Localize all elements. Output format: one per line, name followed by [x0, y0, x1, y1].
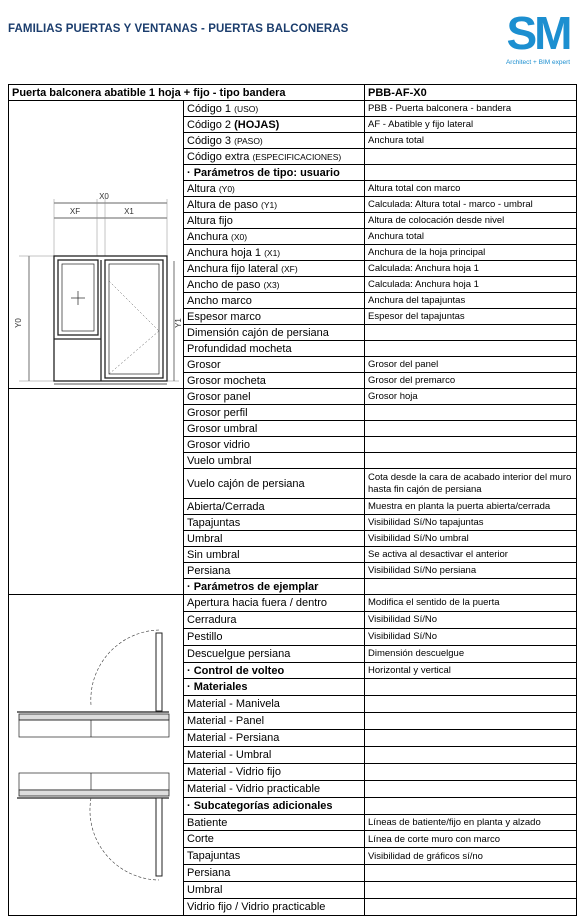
logo-subtitle: Architect + BIM expert	[505, 59, 571, 66]
row-label-code: (X0)	[231, 231, 248, 242]
row-value: AF - Abatible y fijo lateral	[365, 117, 577, 133]
row-value	[365, 696, 577, 713]
row-label-text: Dimensión cajón de persiana	[187, 326, 329, 339]
row-label-text: Abierta/Cerrada	[187, 500, 265, 513]
row-label-text: Altura de paso	[187, 198, 258, 211]
row-value	[365, 865, 577, 882]
row-label-text: Tapajuntas	[187, 850, 241, 863]
row-label-text: Corte	[187, 833, 214, 846]
row-value: Anchura del tapajuntas	[365, 293, 577, 309]
row-label	[184, 469, 365, 499]
row-value: Se activa al desactivar el anterior	[365, 547, 577, 563]
row-label-text: Código extra	[187, 150, 250, 163]
row-label-text: Vidrio fijo / Vidrio practicable	[187, 901, 326, 914]
row-value	[365, 165, 577, 181]
row-label-text: Grosor panel	[187, 390, 251, 403]
row-label	[184, 780, 365, 797]
sm-logo	[498, 8, 578, 66]
table-header-row	[9, 85, 577, 101]
row-label	[184, 277, 365, 293]
row-value: PBB - Puerta balconera - bandera	[365, 101, 577, 117]
spec-table	[8, 84, 577, 916]
row-label-code: (PASO)	[234, 135, 263, 146]
row-label	[184, 882, 365, 899]
row-label-code: (X1)	[264, 247, 281, 258]
row-label-text: Profundidad mocheta	[187, 342, 292, 355]
row-label-code: (ESPECIFICACIONES)	[252, 151, 342, 162]
row-label	[184, 595, 365, 612]
row-label-text: Altura fijo	[187, 214, 233, 227]
row-label-text: Umbral	[187, 884, 223, 897]
row-label	[184, 531, 365, 547]
row-label-text: Ancho de paso	[187, 278, 261, 291]
row-label	[184, 293, 365, 309]
row-label	[184, 421, 365, 437]
row-label	[184, 563, 365, 579]
section-title: · Parámetros de ejemplar	[184, 579, 365, 595]
row-label	[184, 713, 365, 730]
row-value	[365, 149, 577, 165]
logo-text: SM	[506, 7, 570, 59]
row-value	[365, 899, 577, 916]
row-label	[184, 628, 365, 645]
row-value: Grosor del premarco	[365, 373, 577, 389]
row-label	[184, 133, 365, 149]
page-title: FAMILIAS PUERTAS Y VENTANAS - PUERTAS BALCONERAS	[8, 23, 349, 35]
row-label-text: Cerradura	[187, 613, 237, 626]
row-label	[184, 814, 365, 831]
row-value: Grosor hoja	[365, 389, 577, 405]
row-value	[365, 405, 577, 421]
row-label-code: (Y1)	[261, 199, 278, 210]
table-row	[9, 101, 577, 117]
row-value: Visibilidad Sí/No persiana	[365, 563, 577, 579]
row-label	[184, 848, 365, 865]
row-label-text: Apertura hacia fuera / dentro	[187, 596, 328, 609]
row-label	[184, 499, 365, 515]
row-value: Visibilidad Sí/No umbral	[365, 531, 577, 547]
row-label-text: Código 2	[187, 118, 232, 131]
row-label-text: Anchura fijo lateral	[187, 262, 279, 275]
row-value: Muestra en planta la puerta abierta/cerrada	[365, 499, 577, 515]
row-value: Cota desde la cara de acabado interior del muro hasta fin cajón de persiana	[365, 469, 577, 499]
row-label	[184, 341, 365, 357]
row-value: Líneas de batiente/fijo en planta y alzado	[365, 814, 577, 831]
section-title: · Materiales	[184, 679, 365, 696]
section-title: · Subcategorías adicionales	[184, 797, 365, 814]
dim-y0: Y0	[14, 318, 23, 328]
row-label	[184, 405, 365, 421]
row-value: Calculada: Altura total - marco - umbral	[365, 197, 577, 213]
row-label-text: Vuelo umbral	[187, 454, 252, 467]
row-label-text: Anchura hoja 1	[187, 246, 261, 259]
row-label	[184, 763, 365, 780]
row-label-code: (XF)	[281, 263, 298, 274]
row-value	[365, 797, 577, 814]
row-label-code: (USO)	[234, 103, 259, 114]
row-label	[184, 373, 365, 389]
row-label-code: (X3)	[263, 279, 280, 290]
row-value: Calculada: Anchura hoja 1	[365, 261, 577, 277]
row-label-text: Material - Vidrio practicable	[187, 782, 321, 795]
row-label-text: Sin umbral	[187, 548, 240, 561]
row-label-text: Material - Manivela	[187, 698, 280, 711]
row-value	[365, 453, 577, 469]
row-label	[184, 611, 365, 628]
plan-drawing	[9, 595, 184, 916]
row-label	[184, 213, 365, 229]
row-value: Grosor del panel	[365, 357, 577, 373]
row-label-text: Descuelgue persiana	[187, 647, 291, 660]
section-title: · Control de volteo	[184, 662, 365, 679]
row-value: Calculada: Anchura hoja 1	[365, 277, 577, 293]
row-label-text: Material - Vidrio fijo	[187, 765, 281, 778]
row-label-text: Anchura	[187, 230, 228, 243]
table-row	[9, 389, 577, 405]
row-label-text: Código 1	[187, 102, 232, 115]
row-label-text: Material - Persiana	[187, 732, 280, 745]
row-label	[184, 357, 365, 373]
row-label-text: Ancho marco	[187, 294, 252, 307]
row-value	[365, 421, 577, 437]
row-label	[184, 117, 365, 133]
row-value: Visibilidad de gráficos sí/no	[365, 848, 577, 865]
row-value	[365, 579, 577, 595]
row-label-text: Grosor mocheta	[187, 374, 266, 387]
row-label	[184, 547, 365, 563]
table-title: Puerta balconera abatible 1 hoja + fijo - tipo bandera	[9, 85, 365, 101]
row-label-text: Umbral	[187, 532, 223, 545]
blank-drawing-area	[9, 389, 184, 595]
row-value: Anchura de la hoja principal	[365, 245, 577, 261]
row-label	[184, 515, 365, 531]
row-label-text: Código 3	[187, 134, 232, 147]
row-label-text: Grosor	[187, 358, 221, 371]
row-label	[184, 325, 365, 341]
row-label-text: Pestillo	[187, 630, 223, 643]
row-label	[184, 453, 365, 469]
row-value	[365, 882, 577, 899]
dim-y1: Y1	[174, 318, 183, 328]
row-value: Altura de colocación desde nivel	[365, 213, 577, 229]
row-label-text: Persiana	[187, 867, 231, 880]
row-label-text: Vuelo cajón de persiana	[187, 477, 305, 490]
row-value: Visibilidad Sí/No	[365, 628, 577, 645]
row-label-text: Persiana	[187, 564, 231, 577]
dim-xf: XF	[69, 207, 81, 216]
row-label	[184, 245, 365, 261]
row-value: Anchura total	[365, 229, 577, 245]
row-value	[365, 437, 577, 453]
row-label	[184, 197, 365, 213]
row-value	[365, 325, 577, 341]
row-value	[365, 730, 577, 747]
row-value	[365, 747, 577, 764]
row-label	[184, 149, 365, 165]
row-label	[184, 696, 365, 713]
row-label	[184, 437, 365, 453]
section-title: · Parámetros de tipo: usuario	[184, 165, 365, 181]
row-label	[184, 747, 365, 764]
dim-x1: X1	[124, 207, 134, 216]
table-code: PBB-AF-X0	[365, 85, 577, 101]
row-label-text: Grosor vidrio	[187, 438, 250, 451]
row-label	[184, 261, 365, 277]
row-value: Espesor del tapajuntas	[365, 309, 577, 325]
row-value: Anchura total	[365, 133, 577, 149]
row-label-text: Tapajuntas	[187, 516, 241, 529]
row-value	[365, 763, 577, 780]
dim-x0: X0	[99, 192, 109, 201]
row-label	[184, 865, 365, 882]
door-plan-svg	[9, 595, 184, 915]
row-label	[184, 389, 365, 405]
row-label	[184, 899, 365, 916]
row-value	[365, 341, 577, 357]
row-label	[184, 101, 365, 117]
row-value: Dimensión descuelgue	[365, 645, 577, 662]
row-value: Visibilidad Sí/No	[365, 611, 577, 628]
row-label-code: (HOJAS)	[234, 118, 280, 131]
row-label	[184, 730, 365, 747]
row-label	[184, 831, 365, 848]
row-label	[184, 181, 365, 197]
row-label-text: Material - Panel	[187, 715, 265, 728]
row-label	[184, 645, 365, 662]
table-row	[9, 595, 577, 612]
row-label-text: Grosor perfil	[187, 406, 248, 419]
row-label-text: Batiente	[187, 816, 228, 829]
row-value	[365, 780, 577, 797]
row-label	[184, 309, 365, 325]
elevation-drawing	[9, 101, 184, 389]
row-label-text: Altura	[187, 182, 216, 195]
row-label-text: Material - Umbral	[187, 748, 272, 761]
row-value: Modifica el sentido de la puerta	[365, 595, 577, 612]
row-value: Línea de corte muro con marco	[365, 831, 577, 848]
row-value: Altura total con marco	[365, 181, 577, 197]
row-label-text: Grosor umbral	[187, 422, 258, 435]
row-value: Visibilidad Sí/No tapajuntas	[365, 515, 577, 531]
row-label-code: (Y0)	[218, 183, 235, 194]
row-value	[365, 679, 577, 696]
row-value	[365, 713, 577, 730]
row-value: Horizontal y vertical	[365, 662, 577, 679]
row-label	[184, 229, 365, 245]
door-elevation-svg	[9, 101, 184, 385]
row-label-text: Espesor marco	[187, 310, 261, 323]
